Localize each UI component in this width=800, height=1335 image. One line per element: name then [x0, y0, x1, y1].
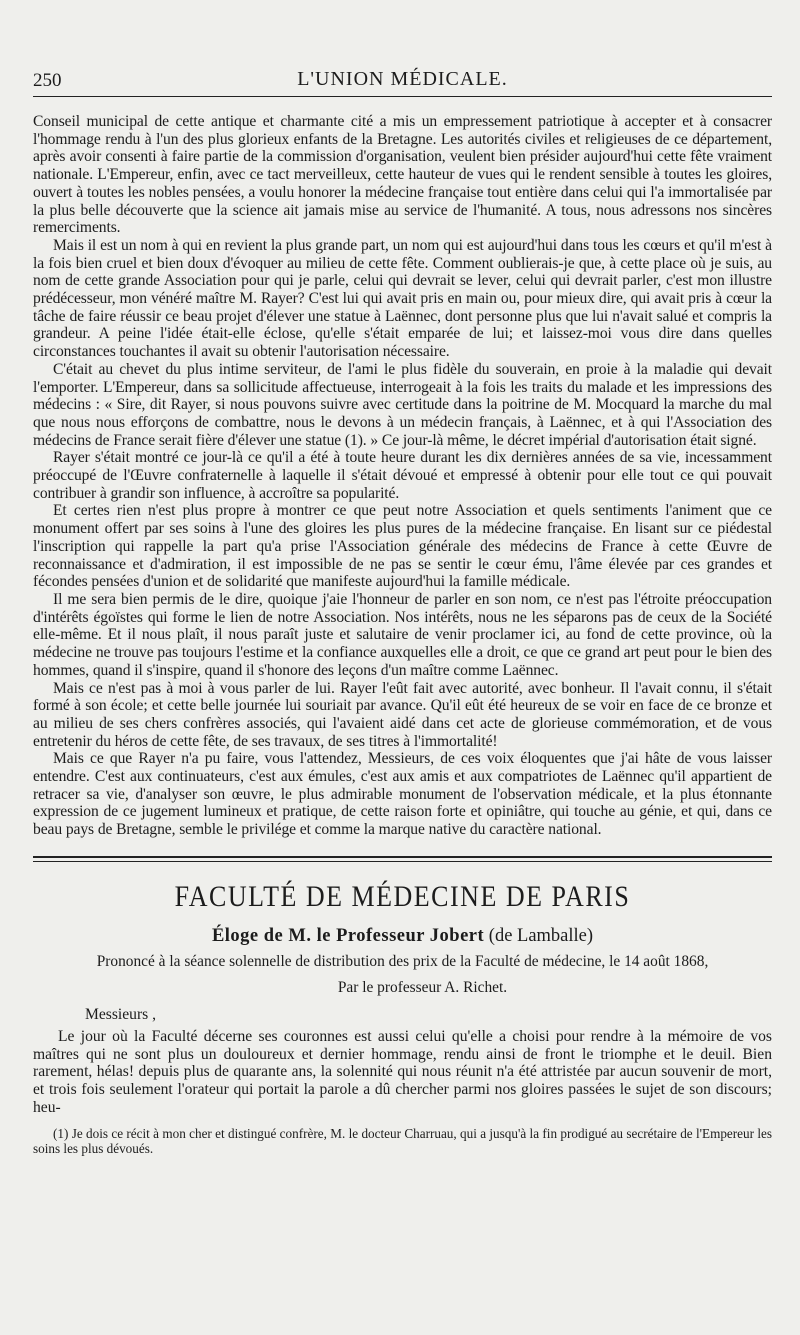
paragraph: C'était au chevet du plus intime serviteur, de l'ami le plus fidèle du souverain, en proie à la maladie qui devait l'emporter. L'Empereur, dans sa sollicitude affectueuse, interrogeait à la fois les traits du malade et les impressions des médecins : « Sire, dit Rayer, si nous pouvons suivre avec certitude dans la poitrine de M. Mocquard la marche du mal que nous nous efforçons de combattre, nous le devons à un médecin français, à Laënnec, et à qui l'Association des médecins de France serait fière d'élever une statue (1). » Ce jour-là même, le décret impérial d'autorisation était signé. — [33, 360, 772, 449]
article-title — [33, 926, 772, 947]
running-title: L'UNION MÉDICALE. — [297, 68, 508, 90]
article-title-suffix: (de Lamballe) — [484, 925, 594, 946]
page-number: 250 — [33, 70, 62, 91]
paragraph: Et certes rien n'est plus propre à montrer ce que peut notre Association et quels sentiments l'animent que ce monument offert par ses soins à l'une des gloires les plus pures de la médecine française. En lisant sur ce piédestal l'inscription qui rappelle la part qu'a prise l'Association générale des médecins de France à cette Œuvre de reconnaissance et d'admiration, il est impossible de ne pas se sentir le cœur ému, l'âme élevée par ces grandes et fécondes pensées d'union et de solidarité que manifeste aujourd'hui la famille médicale. — [33, 502, 772, 591]
page-header — [33, 68, 772, 97]
salutation: Messieurs , — [85, 1005, 157, 1023]
paragraph: Mais il est un nom à qui en revient la plus grande part, un nom qui est aujourd'hui dans tous les cœurs et qu'il m'est à la fois bien cruel et bien doux d'évoquer au milieu de cette fête. Comment oublierais-je que, à cette place où je suis, au nom de cette grande Association pour qui je parle, celui qui devrait se lever, celui qui devrait parler, c'est mon illustre prédécesseur, mon vénéré maître M. Rayer? C'est lui qui avait pris en main ou, pour mieux dire, qui avait pris à cœur la tâche de faire réussir ce beau projet d'élever une statue à Laënnec, dont personne plus que lui n'avait salué et compris la grandeur. A peine l'idée était-elle éclose, qu'elle s'était emparée de lui; et laissez-moi vous dire dans quelles circonstances touchantes il avait su obtenir l'autorisation nécessaire. — [33, 236, 772, 361]
footnote: (1) Je dois ce récit à mon cher et distingué confrère, M. le docteur Charruau, qui a jusqu'à la fin prodigué au secrétaire de l'Empereur les soins les plus dévoués. — [33, 1126, 772, 1157]
paragraph: Mais ce n'est pas à moi à vous parler de lui. Rayer l'eût fait avec autorité, avec bonheur. Il l'avait connu, il s'était formé à son école; et cette belle journée lui souriait par avance. Qu'il eût été heureux de se voir en face de ce bronze et au milieu de ses chers confrères associés, qui l'avaient aidé dans cet acte de glorieuse commémoration, et de vous entretenir du héros de cette fête, de ses travaux, de ses titres à l'immortalité! — [33, 679, 772, 750]
paragraph: Le jour où la Faculté décerne ses couronnes est aussi celui qu'elle a choisi pour rendre à la mémoire de vos maîtres qui ne sont plus un douloureux et dernier hommage, rendu ainsi de front le triomphe et le deuil. Bien rarement, hélas! depuis plus de quarante ans, la solennité qui nous réunit n'a été attristée par aucun souvenir de mort, et trois fois seulement l'orateur qui portait la parole a dû chercher parmi nos gloires passées le sujet de son discours; heu- — [33, 1027, 772, 1116]
article-occasion: Prononcé à la séance solennelle de distribution des prix de la Faculté de médecine, le 14 août 1868, — [96, 952, 709, 970]
article-author: Par le professeur A. Richet. — [337, 978, 508, 996]
speech-text — [33, 113, 772, 839]
section-divider — [33, 856, 772, 862]
paragraph: Conseil municipal de cette antique et charmante cité a mis un empressement patriotique à accepter et à consacrer l'hommage rendu à l'un des plus glorieux enfants de la Bretagne. Les autorités civiles et religieuses de ce département, après avoir consenti à faire partie de la commission d'organisation, veulent bien présider aujourd'hui cette fête vraiment nationale. L'Empereur, enfin, avec ce tact merveilleux, cette hauteur de vues qui le rendent sensible à toutes les gloires, ouvert à toutes les nobles pensées, a voulu honorer la médecine française tout entière dans celui qui l'a immortalisée par la plus belle découverte que la science ait jamais mise au service de l'humanité. A tous, nous adressons nos sincères remerciments. — [33, 113, 772, 237]
paragraph: Mais ce que Rayer n'a pu faire, vous l'attendez, Messieurs, de ces voix éloquentes que j'ai hâte de vous laisser entendre. C'est aux continuateurs, c'est aux émules, c'est aux amis et aux compatriotes de Laënnec qu'il appartient de retracer sa vie, d'analyser son œuvre, le plus admirable monument de l'observation médicale, et la plus étonnante expression de ce jugement lumineux et pratique, de cette raison forte et opiniâtre, qui touche au génie, et qui, dans ce beau pays de Bretagne, semble le privilége et comme la marque native du caractère national. — [33, 750, 772, 839]
eulogy-text — [33, 1028, 772, 1117]
paragraph: Rayer s'était montré ce jour-là ce qu'il a été à toute heure durant les dix dernières années de sa vie, incessamment préoccupé de l'Œuvre confraternelle à laquelle il s'était dévoué et empressé à obtenir pour elle tout ce qui pouvait contribuer à grandir son influence, à accroître sa popularité. — [33, 449, 772, 502]
article-title-main: Éloge de M. le Professeur Jobert — [211, 925, 485, 946]
paragraph: Il me sera bien permis de le dire, quoique j'aie l'honneur de parler en son nom, ce n'est pas l'étroite préoccupation d'intérêts égoïstes qui forme le lien de notre Association. Nos intérêts, nous ne les séparons pas de ceux de la Société elle-même. Et il nous plaît, il nous paraît juste et salutaire de venir proclamer ici, au fond de cette province, où la médecine ne trouve pas toujours l'estime et la confiance auxquelles elle a droit, ce que ce grand art peut pour le bien des hommes, quand il s'inspire, quand il s'honore des leçons d'un maître comme Laënnec. — [33, 590, 772, 679]
section-title: FACULTÉ DE MÉDECINE DE PARIS — [174, 880, 631, 913]
